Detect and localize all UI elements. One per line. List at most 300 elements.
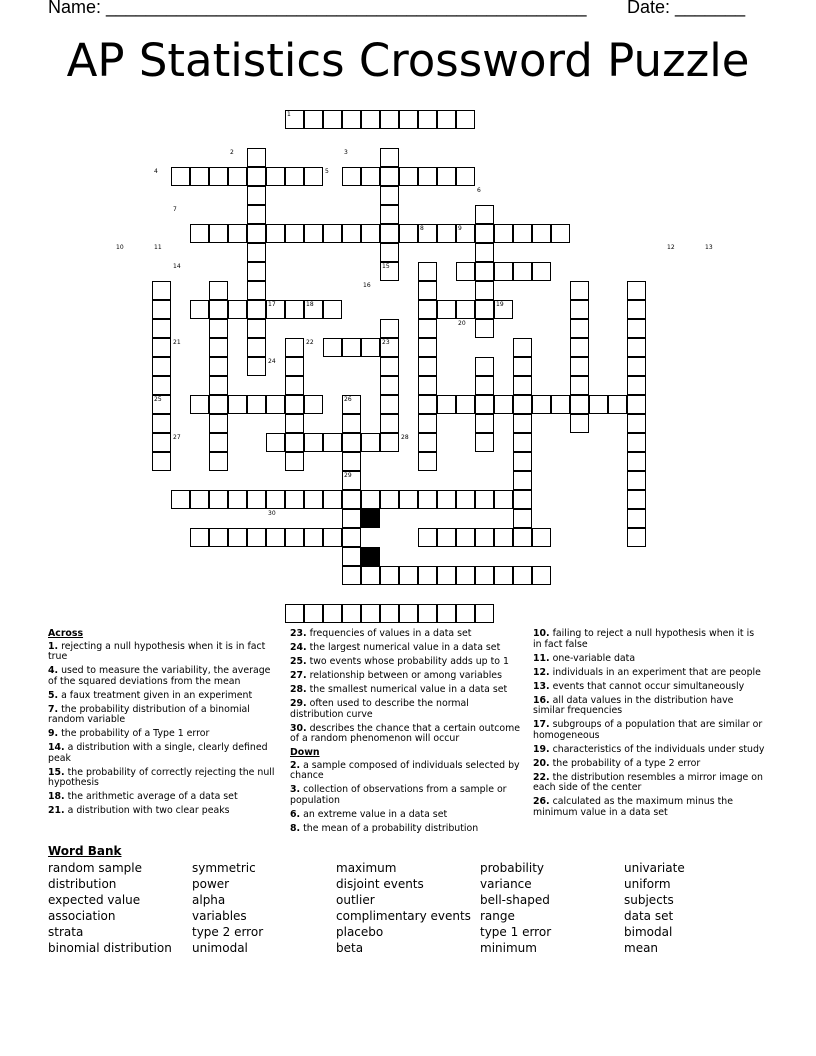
answer-cell[interactable]	[342, 414, 361, 433]
answer-cell[interactable]	[342, 338, 361, 357]
answer-cell[interactable]	[418, 566, 437, 585]
answer-cell[interactable]	[418, 395, 437, 414]
answer-cell[interactable]	[551, 395, 570, 414]
answer-cell[interactable]	[418, 414, 437, 433]
clue-text: failing to reject a null hypothesis when it is in fact false	[533, 628, 755, 650]
answer-cell[interactable]	[342, 566, 361, 585]
clue-item	[48, 729, 280, 740]
answer-cell[interactable]	[209, 281, 228, 300]
clue-number-label: 25.	[290, 656, 307, 667]
answer-cell[interactable]	[418, 376, 437, 395]
down-heading: Down	[290, 747, 320, 758]
clue-item	[533, 759, 765, 770]
answer-cell[interactable]	[285, 300, 304, 319]
answer-cell[interactable]	[513, 338, 532, 357]
word-bank-word: power	[192, 877, 230, 891]
answer-cell[interactable]	[380, 110, 399, 129]
clue-text: an extreme value in a data set	[303, 808, 448, 820]
answer-cell[interactable]	[285, 490, 304, 509]
answer-cell[interactable]	[228, 528, 247, 547]
answer-cell[interactable]	[418, 433, 437, 452]
answer-cell[interactable]	[228, 167, 247, 186]
clue-number-label: 18.	[48, 791, 65, 802]
answer-cell[interactable]	[285, 167, 304, 186]
answer-cell[interactable]	[380, 148, 399, 167]
answer-cell[interactable]	[418, 262, 437, 281]
answer-cell[interactable]	[437, 110, 456, 129]
answer-cell[interactable]	[285, 395, 304, 414]
answer-cell[interactable]	[513, 262, 532, 281]
clue-number: 14	[173, 263, 181, 270]
clues-column-3	[533, 629, 765, 822]
answer-cell[interactable]	[209, 338, 228, 357]
clue-number-label: 28.	[290, 684, 307, 695]
clue-item	[290, 699, 522, 720]
answer-cell[interactable]	[247, 528, 266, 547]
word-bank-column	[192, 860, 263, 956]
answer-cell[interactable]	[266, 167, 285, 186]
answer-cell[interactable]	[247, 300, 266, 319]
clue-item	[48, 691, 280, 702]
answer-cell[interactable]	[323, 433, 342, 452]
clue-number-label: 30.	[290, 722, 307, 734]
answer-cell[interactable]	[475, 262, 494, 281]
answer-cell[interactable]	[228, 300, 247, 319]
answer-cell[interactable]	[513, 433, 532, 452]
answer-cell[interactable]	[228, 224, 247, 243]
answer-cell[interactable]	[399, 167, 418, 186]
word-bank-word: placebo	[336, 925, 384, 939]
answer-cell[interactable]	[380, 224, 399, 243]
answer-cell[interactable]	[304, 433, 323, 452]
answer-cell[interactable]	[152, 300, 171, 319]
clue-number-label: 15.	[48, 766, 65, 778]
answer-cell[interactable]	[285, 604, 304, 623]
answer-cell[interactable]	[247, 281, 266, 300]
answer-cell[interactable]	[209, 224, 228, 243]
answer-cell[interactable]	[494, 395, 513, 414]
clue-number-label: 12.	[533, 666, 550, 678]
answer-cell[interactable]	[361, 110, 380, 129]
answer-cell[interactable]	[209, 528, 228, 547]
answer-cell[interactable]	[456, 110, 475, 129]
answer-cell[interactable]	[627, 414, 646, 433]
answer-cell[interactable]	[247, 338, 266, 357]
answer-cell[interactable]	[304, 167, 323, 186]
clue-number: 18	[306, 301, 314, 308]
answer-cell[interactable]	[171, 490, 190, 509]
answer-cell[interactable]	[513, 414, 532, 433]
answer-cell[interactable]	[627, 338, 646, 357]
answer-cell[interactable]	[285, 338, 304, 357]
word-bank-word: maximum	[336, 861, 397, 875]
answer-cell[interactable]	[399, 490, 418, 509]
answer-cell[interactable]	[570, 414, 589, 433]
clue-text: characteristics of the individuals under study	[552, 743, 765, 755]
answer-cell[interactable]	[475, 319, 494, 338]
answer-cell[interactable]	[475, 376, 494, 395]
answer-cell[interactable]	[418, 452, 437, 471]
answer-cell[interactable]	[247, 243, 266, 262]
answer-cell[interactable]	[437, 490, 456, 509]
answer-cell[interactable]	[209, 452, 228, 471]
clue-number: 20	[458, 320, 466, 327]
answer-cell[interactable]	[285, 376, 304, 395]
answer-cell[interactable]	[342, 528, 361, 547]
clue-text: calculated as the maximum minus the minimum value in a data set	[533, 796, 733, 818]
word-bank-word: disjoint events	[336, 877, 424, 891]
answer-cell[interactable]	[627, 395, 646, 414]
answer-cell[interactable]	[209, 167, 228, 186]
answer-cell[interactable]	[551, 224, 570, 243]
answer-cell[interactable]	[228, 395, 247, 414]
clue-text: the arithmetic average of a data set	[67, 791, 238, 802]
answer-cell[interactable]	[627, 528, 646, 547]
answer-cell[interactable]	[361, 566, 380, 585]
answer-cell[interactable]	[266, 395, 285, 414]
answer-cell[interactable]	[323, 490, 342, 509]
answer-cell[interactable]	[304, 110, 323, 129]
answer-cell[interactable]	[266, 528, 285, 547]
word-bank-column	[336, 860, 471, 956]
answer-cell[interactable]	[456, 300, 475, 319]
answer-cell[interactable]	[190, 490, 209, 509]
clue-text: a sample composed of individuals selected by chance	[290, 759, 520, 781]
answer-cell[interactable]	[627, 376, 646, 395]
answer-cell[interactable]	[152, 433, 171, 452]
clue-text: one-variable data	[552, 652, 636, 664]
answer-cell[interactable]	[456, 395, 475, 414]
clue-text: describes the chance that a certain outcome of a random phenomenon will occur	[290, 722, 521, 744]
answer-cell[interactable]	[475, 281, 494, 300]
answer-cell[interactable]	[152, 376, 171, 395]
answer-cell[interactable]	[475, 490, 494, 509]
answer-cell[interactable]	[513, 490, 532, 509]
answer-cell[interactable]	[323, 604, 342, 623]
answer-cell[interactable]	[494, 224, 513, 243]
answer-cell[interactable]	[570, 376, 589, 395]
clue-item	[290, 810, 522, 821]
answer-cell[interactable]	[342, 604, 361, 623]
answer-cell[interactable]	[209, 414, 228, 433]
answer-cell[interactable]	[285, 414, 304, 433]
answer-cell[interactable]	[570, 395, 589, 414]
clue-item	[533, 668, 765, 679]
answer-cell[interactable]	[494, 566, 513, 585]
answer-cell[interactable]	[323, 338, 342, 357]
answer-cell[interactable]	[437, 566, 456, 585]
answer-cell[interactable]	[380, 243, 399, 262]
answer-cell[interactable]	[418, 319, 437, 338]
answer-cell[interactable]	[475, 528, 494, 547]
answer-cell[interactable]	[361, 338, 380, 357]
answer-cell[interactable]	[361, 167, 380, 186]
answer-cell[interactable]	[304, 528, 323, 547]
clue-number-label: 19.	[533, 743, 550, 755]
answer-cell[interactable]	[532, 262, 551, 281]
answer-cell[interactable]	[209, 395, 228, 414]
answer-cell[interactable]	[190, 395, 209, 414]
clue-item	[290, 629, 522, 640]
answer-cell[interactable]	[418, 300, 437, 319]
word-bank-word: range	[480, 909, 515, 923]
answer-cell[interactable]	[247, 357, 266, 376]
answer-cell[interactable]	[418, 490, 437, 509]
answer-cell[interactable]	[285, 452, 304, 471]
answer-cell[interactable]	[513, 357, 532, 376]
answer-cell[interactable]	[475, 566, 494, 585]
answer-cell[interactable]	[285, 528, 304, 547]
answer-cell[interactable]	[361, 604, 380, 623]
answer-cell[interactable]	[513, 471, 532, 490]
answer-cell[interactable]	[399, 110, 418, 129]
name-field[interactable]: Name: ________________________________________________	[48, 0, 587, 17]
answer-cell[interactable]	[475, 395, 494, 414]
answer-cell[interactable]	[627, 357, 646, 376]
answer-cell[interactable]	[209, 376, 228, 395]
answer-cell[interactable]	[437, 528, 456, 547]
clue-number-label: 2.	[290, 759, 301, 771]
clue-number-label: 16.	[533, 694, 550, 706]
answer-cell[interactable]	[456, 528, 475, 547]
answer-cell[interactable]	[418, 528, 437, 547]
answer-cell[interactable]	[152, 452, 171, 471]
answer-cell[interactable]	[513, 452, 532, 471]
answer-cell[interactable]	[513, 566, 532, 585]
answer-cell[interactable]	[475, 243, 494, 262]
answer-cell[interactable]	[190, 224, 209, 243]
answer-cell[interactable]	[247, 167, 266, 186]
word-bank-word: outlier	[336, 893, 375, 907]
answer-cell[interactable]	[532, 528, 551, 547]
answer-cell[interactable]	[418, 338, 437, 357]
answer-cell[interactable]	[285, 357, 304, 376]
answer-cell[interactable]	[361, 433, 380, 452]
answer-cell[interactable]	[570, 338, 589, 357]
answer-cell[interactable]	[266, 433, 285, 452]
answer-cell[interactable]	[456, 566, 475, 585]
word-bank-word: variables	[192, 909, 247, 923]
clue-number-label: 7.	[48, 703, 59, 715]
answer-cell[interactable]	[437, 224, 456, 243]
answer-cell[interactable]	[323, 300, 342, 319]
answer-cell[interactable]	[418, 604, 437, 623]
answer-cell[interactable]	[152, 338, 171, 357]
clue-item	[290, 685, 522, 696]
answer-cell[interactable]	[247, 319, 266, 338]
clue-text: a faux treatment given in an experiment	[61, 689, 253, 701]
clue-text: subgroups of a population that are similar or homogeneous	[533, 719, 763, 741]
answer-cell[interactable]	[475, 357, 494, 376]
answer-cell[interactable]	[418, 110, 437, 129]
answer-cell[interactable]	[513, 395, 532, 414]
answer-cell[interactable]	[247, 186, 266, 205]
answer-cell[interactable]	[570, 357, 589, 376]
answer-cell[interactable]	[247, 224, 266, 243]
word-bank-word: type 1 error	[480, 925, 552, 939]
clue-number-label: 14.	[48, 742, 65, 753]
answer-cell[interactable]	[532, 395, 551, 414]
clue-item	[48, 768, 280, 789]
answer-cell[interactable]	[228, 490, 247, 509]
answer-cell[interactable]	[418, 167, 437, 186]
word-bank-word: probability	[480, 861, 545, 875]
answer-cell[interactable]	[513, 528, 532, 547]
answer-cell[interactable]	[380, 205, 399, 224]
answer-cell[interactable]	[513, 224, 532, 243]
answer-cell[interactable]	[323, 224, 342, 243]
answer-cell[interactable]	[437, 395, 456, 414]
answer-cell[interactable]	[380, 604, 399, 623]
clue-text: all data values in the distribution have similar frequencies	[533, 694, 734, 716]
answer-cell[interactable]	[475, 604, 494, 623]
answer-cell[interactable]	[494, 528, 513, 547]
answer-cell[interactable]	[589, 395, 608, 414]
answer-cell[interactable]	[380, 186, 399, 205]
clue-text: the distribution resembles a mirror image on each side of the center	[533, 771, 763, 793]
answer-cell[interactable]	[437, 300, 456, 319]
answer-cell[interactable]	[209, 357, 228, 376]
answer-cell[interactable]	[209, 300, 228, 319]
answer-cell[interactable]	[323, 110, 342, 129]
answer-cell[interactable]	[627, 471, 646, 490]
answer-cell[interactable]	[342, 547, 361, 566]
answer-cell[interactable]	[247, 148, 266, 167]
answer-cell[interactable]	[627, 452, 646, 471]
clue-number: 8	[420, 225, 424, 232]
answer-cell[interactable]	[456, 604, 475, 623]
answer-cell[interactable]	[380, 376, 399, 395]
answer-cell[interactable]	[380, 357, 399, 376]
answer-cell[interactable]	[570, 281, 589, 300]
answer-cell[interactable]	[399, 566, 418, 585]
answer-cell[interactable]	[190, 300, 209, 319]
answer-cell[interactable]	[190, 528, 209, 547]
answer-cell[interactable]	[380, 319, 399, 338]
answer-cell[interactable]	[152, 414, 171, 433]
answer-cell[interactable]	[418, 357, 437, 376]
answer-cell[interactable]	[361, 224, 380, 243]
answer-cell[interactable]	[456, 490, 475, 509]
answer-cell[interactable]	[380, 167, 399, 186]
answer-cell[interactable]	[342, 509, 361, 528]
answer-cell[interactable]	[494, 262, 513, 281]
date-field[interactable]: Date: _______	[627, 0, 746, 17]
answer-cell[interactable]	[399, 604, 418, 623]
answer-cell[interactable]	[266, 224, 285, 243]
answer-cell[interactable]	[304, 395, 323, 414]
answer-cell[interactable]	[304, 490, 323, 509]
answer-cell[interactable]	[399, 224, 418, 243]
answer-cell[interactable]	[285, 224, 304, 243]
answer-cell[interactable]	[475, 414, 494, 433]
answer-cell[interactable]	[247, 490, 266, 509]
clue-number-label: 10.	[533, 628, 550, 639]
answer-cell[interactable]	[209, 490, 228, 509]
answer-cell[interactable]	[380, 433, 399, 452]
answer-cell[interactable]	[247, 205, 266, 224]
clue-number: 1	[287, 111, 291, 118]
clue-text: frequencies of values in a data set	[309, 628, 472, 639]
answer-cell[interactable]	[380, 395, 399, 414]
answer-cell[interactable]	[570, 300, 589, 319]
answer-cell[interactable]	[513, 376, 532, 395]
answer-cell[interactable]	[380, 490, 399, 509]
word-bank-column	[624, 860, 685, 956]
answer-cell[interactable]	[380, 414, 399, 433]
answer-cell[interactable]	[418, 281, 437, 300]
answer-cell[interactable]	[285, 433, 304, 452]
answer-cell[interactable]	[304, 604, 323, 623]
answer-cell[interactable]	[570, 319, 589, 338]
answer-cell[interactable]	[627, 319, 646, 338]
answer-cell[interactable]	[266, 490, 285, 509]
answer-cell[interactable]	[342, 224, 361, 243]
answer-cell[interactable]	[171, 167, 190, 186]
answer-cell[interactable]	[304, 224, 323, 243]
answer-cell[interactable]	[608, 395, 627, 414]
clue-text: a distribution with two clear peaks	[67, 805, 230, 816]
clues-column-2	[290, 629, 522, 838]
answer-cell[interactable]	[475, 205, 494, 224]
answer-cell[interactable]	[475, 224, 494, 243]
answer-cell[interactable]	[627, 300, 646, 319]
clue-item	[48, 642, 280, 663]
answer-cell[interactable]	[209, 319, 228, 338]
answer-cell[interactable]	[209, 433, 228, 452]
answer-cell[interactable]	[361, 490, 380, 509]
clue-number: 17	[268, 301, 276, 308]
answer-cell[interactable]	[152, 281, 171, 300]
answer-cell[interactable]	[247, 395, 266, 414]
answer-cell[interactable]	[437, 167, 456, 186]
answer-cell[interactable]	[247, 262, 266, 281]
answer-cell[interactable]	[190, 167, 209, 186]
answer-cell[interactable]	[342, 433, 361, 452]
clue-text: the probability of a Type 1 error	[61, 728, 210, 739]
answer-cell[interactable]	[475, 433, 494, 452]
clue-number-label: 4.	[48, 665, 59, 676]
answer-cell[interactable]	[342, 490, 361, 509]
answer-cell[interactable]	[456, 167, 475, 186]
answer-cell[interactable]	[456, 262, 475, 281]
answer-cell[interactable]	[342, 167, 361, 186]
clue-number: 3	[344, 149, 348, 156]
clue-text: rejecting a null hypothesis when it is in fact true	[48, 640, 266, 662]
answer-cell[interactable]	[342, 110, 361, 129]
answer-cell[interactable]	[437, 604, 456, 623]
answer-cell[interactable]	[475, 300, 494, 319]
answer-cell[interactable]	[627, 509, 646, 528]
clue-text: a distribution with a single, clearly defined peak	[48, 742, 268, 764]
word-bank-word: alpha	[192, 893, 226, 907]
answer-cell[interactable]	[627, 490, 646, 509]
answer-cell[interactable]	[532, 566, 551, 585]
answer-cell[interactable]	[342, 452, 361, 471]
answer-cell[interactable]	[627, 433, 646, 452]
answer-cell[interactable]	[323, 528, 342, 547]
answer-cell[interactable]	[627, 281, 646, 300]
answer-cell[interactable]	[152, 357, 171, 376]
clue-number-label: 13.	[533, 680, 550, 692]
answer-cell[interactable]	[494, 490, 513, 509]
answer-cell[interactable]	[532, 224, 551, 243]
answer-cell[interactable]	[380, 566, 399, 585]
answer-cell[interactable]	[513, 509, 532, 528]
answer-cell[interactable]	[152, 319, 171, 338]
clue-number: 16	[363, 282, 371, 289]
word-bank-word: association	[48, 909, 116, 923]
